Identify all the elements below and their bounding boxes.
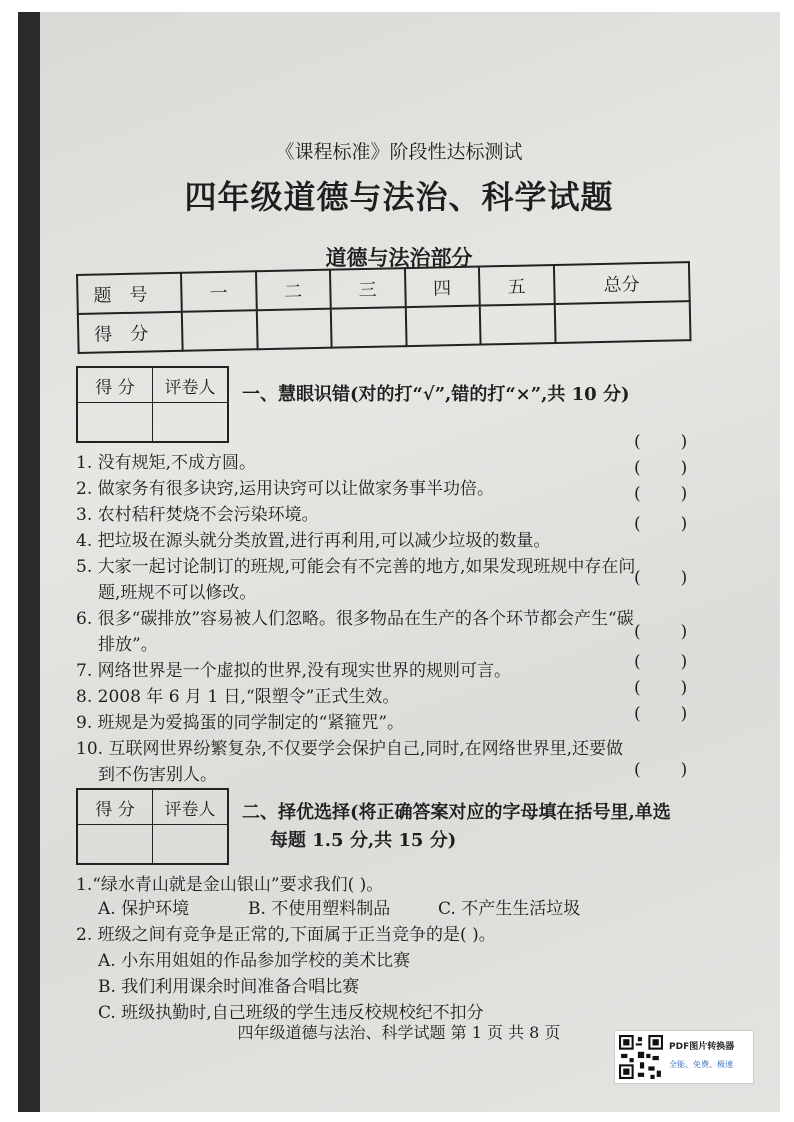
question-7: 7. 网络世界是一个虚拟的世界,没有现实世界的规则可言。 — [76, 661, 512, 681]
answer-paren-3[interactable]: () — [634, 484, 728, 504]
answer-paren-7[interactable]: () — [634, 652, 728, 672]
answer-paren-6[interactable]: () — [634, 622, 728, 642]
q1-option-c[interactable]: C. 不产生生活垃圾 — [438, 899, 581, 919]
answer-paren-9[interactable]: () — [634, 704, 728, 724]
grader-name-cell[interactable] — [153, 403, 229, 443]
q2-option-b[interactable]: B. 我们利用课余时间准备合唱比赛 — [98, 977, 360, 997]
exam-sheet — [18, 12, 780, 1112]
grader-score-label: 得 分 — [77, 789, 153, 825]
qr-code-icon — [619, 1035, 663, 1079]
section-title: 道德与法治部分 — [325, 245, 473, 270]
choice-question-1: 1.“绿水青山就是金山银山”要求我们( )。 — [76, 875, 384, 895]
answer-paren-4[interactable]: () — [634, 514, 728, 534]
q1-option-a[interactable]: A. 保护环境 — [98, 899, 190, 919]
answer-paren-1[interactable]: () — [634, 432, 728, 452]
watermark-badge — [614, 1030, 754, 1084]
grader-box-part1 — [76, 366, 229, 443]
question-1: 1. 没有规矩,不成方圆。 — [76, 453, 257, 473]
question-2: 2. 做家务有很多诀窍,运用诀窍可以让做家务事半功倍。 — [76, 479, 495, 499]
question-5-cont: 题,班规不可以修改。 — [98, 583, 257, 603]
grader-score-cell[interactable] — [77, 825, 153, 865]
part2-heading-line2: 每题 1.5 分,共 15 分) — [270, 830, 457, 851]
exam-subtitle: 《课程标准》阶段性达标测试 — [275, 141, 523, 163]
watermark-tags: 全能、免费、极速 — [669, 1060, 733, 1069]
part1-heading: 一、慧眼识错(对的打“√”,错的打“×”,共 10 分) — [242, 384, 630, 405]
score-cell[interactable] — [480, 304, 555, 345]
question-6-cont: 排放”。 — [98, 635, 158, 655]
exam-title: 四年级道德与法治、科学试题 — [184, 178, 614, 216]
question-8: 8. 2008 年 6 月 1 日,“限塑令”正式生效。 — [76, 687, 400, 707]
question-9: 9. 班规是为爱捣蛋的同学制定的“紧箍咒”。 — [76, 713, 405, 733]
q2-option-a[interactable]: A. 小东用姐姐的作品参加学校的美术比赛 — [98, 951, 411, 971]
question-4: 4. 把垃圾在源头就分类放置,进行再利用,可以减少垃圾的数量。 — [76, 531, 551, 551]
answer-paren-10[interactable]: () — [634, 760, 728, 780]
part2-heading-line1: 二、择优选择(将正确答案对应的字母填在括号里,单选 — [242, 802, 671, 823]
watermark-name: PDF图片转换器 — [669, 1042, 735, 1052]
answer-paren-8[interactable]: () — [634, 678, 728, 698]
col-3: 三 — [330, 268, 405, 309]
col-4: 四 — [404, 267, 479, 308]
score-cell[interactable] — [554, 301, 690, 343]
q2-option-c[interactable]: C. 班级执勤时,自己班级的学生违反校规校纪不扣分 — [98, 1003, 484, 1023]
col-5: 五 — [479, 265, 554, 306]
score-cell[interactable] — [405, 306, 480, 347]
answer-paren-2[interactable]: () — [634, 458, 728, 478]
choice-question-2: 2. 班级之间有竞争是正常的,下面属于正当竞争的是( )。 — [76, 925, 496, 945]
question-5: 5. 大家一起讨论制订的班规,可能会有不完善的地方,如果发现班规中存在问 — [76, 557, 636, 577]
score-cell[interactable] — [331, 307, 406, 348]
question-3: 3. 农村秸秆焚烧不会污染环境。 — [76, 505, 319, 525]
row-label-score: 得分 — [78, 312, 183, 353]
answer-paren-5[interactable]: () — [634, 568, 728, 588]
score-cell[interactable] — [256, 309, 331, 350]
grader-name-label: 评卷人 — [153, 789, 229, 825]
grader-name-cell[interactable] — [153, 825, 229, 865]
grader-box-part2 — [76, 788, 229, 865]
grader-name-label: 评卷人 — [153, 367, 229, 403]
question-6: 6. 很多“碳排放”容易被人们忽略。很多物品在生产的各个环节都会产生“碳 — [76, 609, 634, 629]
col-1: 一 — [181, 271, 256, 312]
page-footer: 四年级道德与法治、科学试题 第 1 页 共 8 页 — [237, 1023, 561, 1042]
question-10: 10. 互联网世界纷繁复杂,不仅要学会保护自己,同时,在网络世界里,还要做 — [76, 739, 624, 759]
q1-option-b[interactable]: B. 不使用塑料制品 — [248, 899, 391, 919]
col-2: 二 — [255, 270, 330, 311]
row-label-number: 题号 — [77, 273, 182, 314]
score-cell[interactable] — [182, 310, 257, 351]
question-10-cont: 到不伤害别人。 — [98, 765, 217, 785]
col-total: 总分 — [553, 262, 689, 304]
grader-score-cell[interactable] — [77, 403, 153, 443]
score-table — [76, 261, 692, 354]
grader-score-label: 得 分 — [77, 367, 153, 403]
